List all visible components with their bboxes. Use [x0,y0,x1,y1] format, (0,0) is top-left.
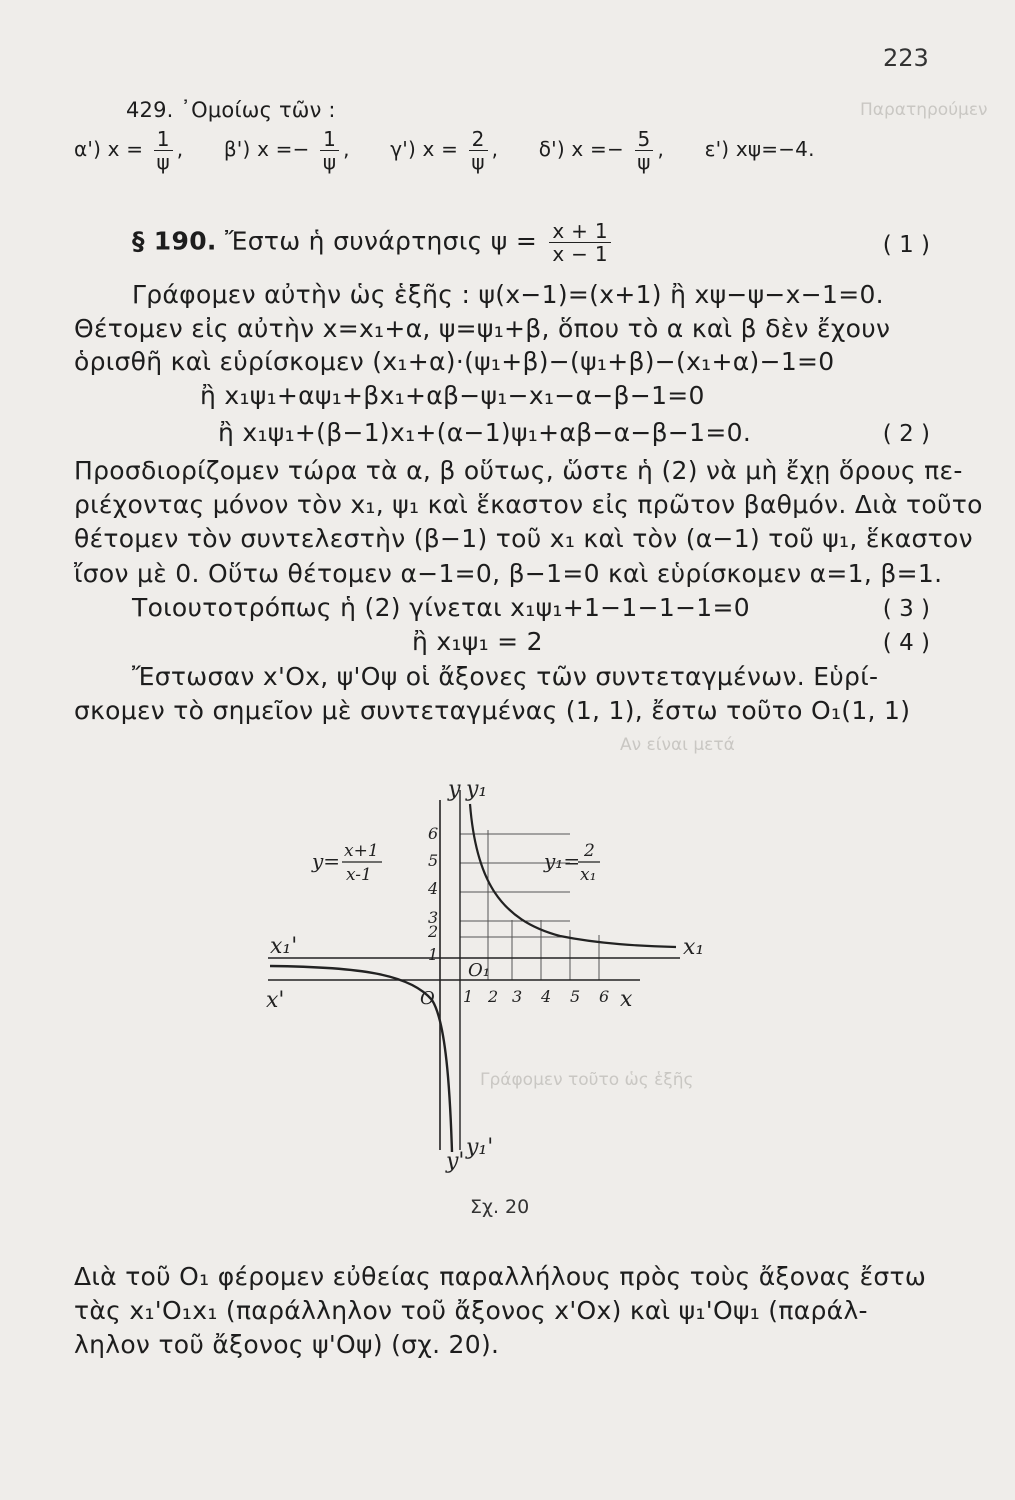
o1-label: O₁ [468,960,490,981]
right-equation-num: 2 [584,841,595,861]
body-line-3: ὁρισθῆ καὶ εὑρίσκομεν (x₁+α)·(ψ₁+β)−(ψ₁+β)−(x₁+α)−1=0 [74,347,835,376]
right-equation-lhs: y₁= [544,849,581,873]
equation-number-3: ( 3 ) [882,596,930,622]
section-heading [132,220,615,265]
item-c-lhs: x = [422,137,459,161]
y-axis-label: y [448,777,461,802]
item-b-lhs: x =− [257,137,310,161]
hyperbola-upper-branch [470,804,676,947]
closing-line-1: Διὰ τοῦ O₁ φέρομεν εὐθείας παραλλήλους πρὸς τοὺς ἄξονας ἔστω [74,1262,927,1291]
x1-prime-label: x₁' [270,934,298,959]
y-tick-3: 3 [428,908,439,927]
item-c-tag: γ') [390,137,416,161]
origin-label: O [420,988,435,1009]
item-c-fraction: $\frac{2}{\psi}$ [469,128,488,173]
left-equation-den: x-1 [346,865,372,885]
x-tick-1: 1 [463,987,474,1006]
equation-number-1: ( 1 ) [882,232,930,258]
left-equation-num: x+1 [344,841,379,861]
exercise-label: 429. ᾿Ομοίως τῶν : [126,98,336,122]
item-d-lhs: x =− [571,137,624,161]
body-line-2: Θέτομεν εἰς αὐτὴν x=x₁+α, ψ=ψ₁+β, ὅπου τὸ α καὶ β δὲν ἔχουν [74,314,891,343]
page-number: 223 [883,44,929,72]
bleed-through-text: Αν είναι μετά [620,735,735,755]
x-tick-6: 6 [599,987,610,1006]
x-tick-3: 3 [512,987,523,1006]
x-tick-5: 5 [570,987,581,1006]
body-line-10: Τοιουτοτρόπως ἡ (2) γίνεται x₁ψ₁+1−1−1−1=0 [132,593,750,622]
y1-prime-label: y₁' [466,1135,494,1160]
item-a-tag: α') [74,137,102,161]
x1-axis-label: x₁ [683,935,705,960]
body-line-6: Προσδιορίζομεν τώρα τὰ α, β οὕτως, ὥστε ἡ (2) νὰ μὴ ἔχῃ ὅρους πε- [74,456,963,485]
equation-number-4: ( 4 ) [882,630,930,656]
hyperbola-figure [0,770,1015,1190]
exercise-items: α') x = $\frac{1}{\psi}$ , β') x =− $\frac{1}{\psi}$ , γ') x = $\frac{2}{\psi}$ , δ') x =− $\frac{5}{\psi}$ , ε') xψ=−4. [74,127,815,174]
x-prime-label: x' [266,988,285,1013]
y-tick-2: 2 [428,922,439,941]
right-equation-den: x₁ [580,865,597,885]
x-axis-label: x [620,987,633,1012]
body-line-8: θέτομεν τὸν συντελεστὴν (β−1) τοῦ x₁ καὶ τὸν (α−1) τοῦ ψ₁, ἕκαστον [74,524,973,553]
closing-line-2: τὰς x₁'O₁x₁ (παράλληλον τοῦ ἄξονος x'Ox) καὶ ψ₁'Oψ₁ (παράλ- [74,1296,868,1325]
bleed-through-text: Παρατηρούμεν [860,100,988,120]
body-line-1: Γράφομεν αὐτὴν ὡς ἑξῆς : ψ(x−1)=(x+1) ἢ xψ−ψ−x−1=0. [132,280,884,309]
item-a-lhs: x = [107,137,144,161]
section-intro: Ἔστω ἡ συνάρτησις ψ = [224,226,538,256]
body-line-7: ριέχοντας μόνον τὸν x₁, ψ₁ καὶ ἕκαστον εἰς πρῶτον βαθμόν. Διὰ τοῦτο [74,490,983,519]
left-equation-lhs: y= [312,849,341,873]
body-line-4: ἢ x₁ψ₁+αψ₁+βx₁+αβ−ψ₁−x₁−α−β−1=0 [200,381,705,410]
x-tick-2: 2 [488,987,499,1006]
item-b-fraction: $\frac{1}{\psi}$ [320,128,339,173]
body-line-5: ἢ x₁ψ₁+(β−1)x₁+(α−1)ψ₁+αβ−α−β−1=0. [218,418,752,447]
y-tick-5: 5 [428,851,439,870]
equation-number-2: ( 2 ) [882,421,930,447]
item-a-fraction: $\frac{1}{\psi}$ [154,128,173,173]
item-e: ε') xψ=−4. [704,137,815,161]
figure-caption: Σχ. 20 [470,1196,530,1218]
bleed-through-text: Γράφομεν τοῦτο ὡς ἑξῆς [480,1070,694,1090]
y-tick-6: 6 [428,824,439,843]
section-fraction: $\frac{x + 1}{x - 1}$ [549,220,611,265]
y1-axis-label: y₁ [466,777,488,802]
body-line-12: Ἔστωσαν x'Ox, ψ'Oψ οἱ ἄξονες τῶν συντεταγμένων. Εὑρί- [132,662,879,691]
y-tick-1: 1 [428,945,439,964]
body-line-11: ἢ x₁ψ₁ = 2 [412,627,543,656]
section-mark: § 190. [132,226,217,256]
body-line-13: σκομεν τὸ σημεῖον μὲ συντεταγμένας (1, 1), ἔστω τοῦτο O₁(1, 1) [74,696,911,725]
closing-line-3: ληλον τοῦ ἄξονος ψ'Oψ) (σχ. 20). [74,1330,500,1359]
item-d-fraction: $\frac{5}{\psi}$ [635,128,654,173]
x-tick-4: 4 [541,987,552,1006]
item-b-tag: β') [223,137,251,161]
y-prime-label: y' [446,1149,465,1174]
body-line-9: ἴσον μὲ 0. Οὕτω θέτομεν α−1=0, β−1=0 καὶ εὑρίσκομεν α=1, β=1. [74,559,943,588]
item-d-tag: δ') [538,137,565,161]
y-tick-4: 4 [428,879,439,898]
